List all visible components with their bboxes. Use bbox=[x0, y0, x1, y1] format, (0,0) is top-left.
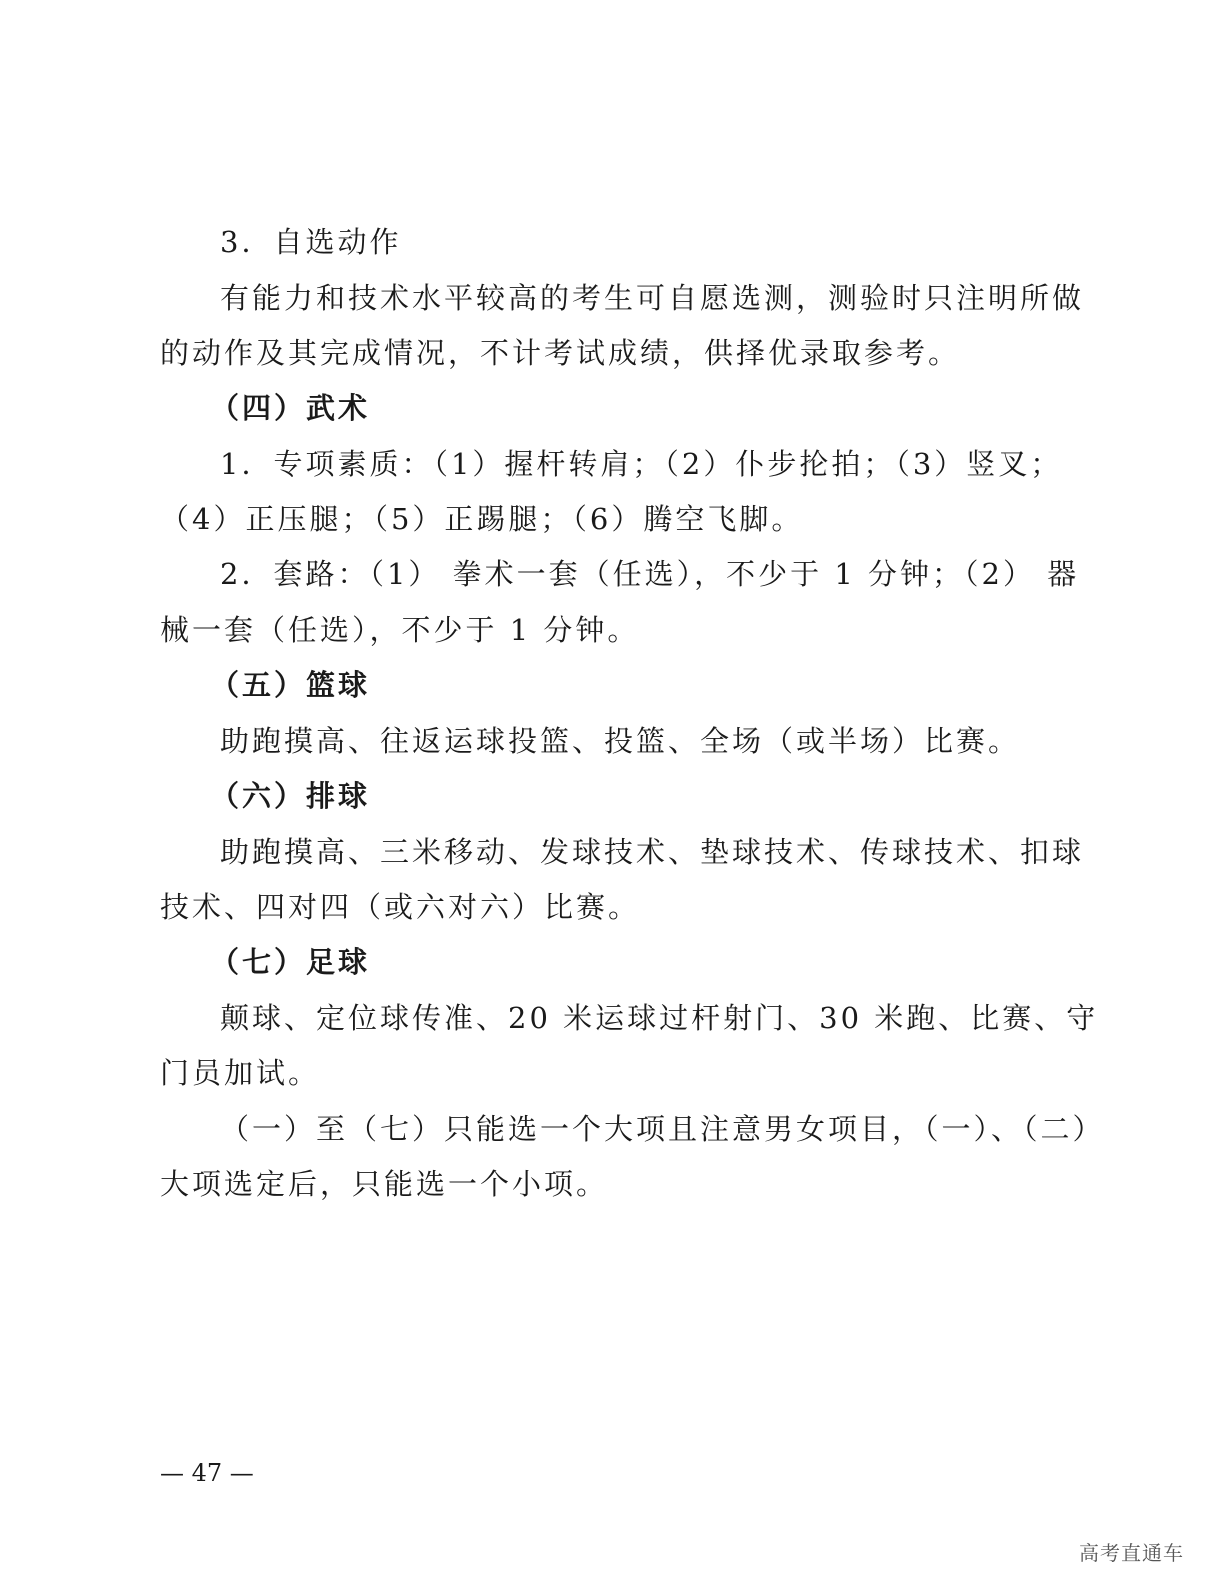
paragraph-line: 的动作及其完成情况，不计考试成绩，供择优录取参考。 bbox=[160, 336, 961, 370]
page-number: — 47 — bbox=[160, 1459, 254, 1487]
paragraph-line: 技术、四对四（或六对六）比赛。 bbox=[160, 890, 641, 924]
section-heading-football: （七）足球 bbox=[210, 945, 371, 979]
paragraph-line: 门员加试。 bbox=[160, 1056, 321, 1090]
paragraph-line: 助跑摸高、往返运球投篮、投篮、全场（或半场）比赛。 bbox=[220, 724, 1021, 758]
paragraph-line: 大项选定后，只能选一个小项。 bbox=[160, 1167, 609, 1201]
section-heading-wushu: （四）武术 bbox=[210, 391, 371, 425]
watermark: 高考直通车 bbox=[1079, 1541, 1184, 1565]
paragraph-line: 颠球、定位球传准、20 米运球过杆射门、30 米跑、比赛、守 bbox=[220, 1001, 1099, 1035]
paragraph-line: （4）正压腿；（5）正踢腿；（6）腾空飞脚。 bbox=[160, 502, 804, 536]
subsection-heading-optional-moves: 3．自选动作 bbox=[220, 225, 402, 259]
section-heading-basketball: （五）篮球 bbox=[210, 668, 371, 702]
paragraph-line: 1．专项素质：（1）握杆转肩；（2）仆步抡拍；（3）竖叉； bbox=[220, 447, 1063, 481]
paragraph-line: 有能力和技术水平较高的考生可自愿选测，测验时只注明所做 bbox=[220, 281, 1085, 315]
paragraph-line: 2．套路：（1） 拳术一套（任选），不少于 1 分钟；（2） 器 bbox=[220, 557, 1080, 591]
section-heading-volleyball: （六）排球 bbox=[210, 779, 371, 813]
paragraph-line: （一）至（七）只能选一个大项且注意男女项目，（一）、（二） bbox=[220, 1112, 1105, 1146]
paragraph-line: 助跑摸高、三米移动、发球技术、垫球技术、传球技术、扣球 bbox=[220, 835, 1085, 869]
paragraph-line: 械一套（任选），不少于 1 分钟。 bbox=[160, 613, 640, 647]
